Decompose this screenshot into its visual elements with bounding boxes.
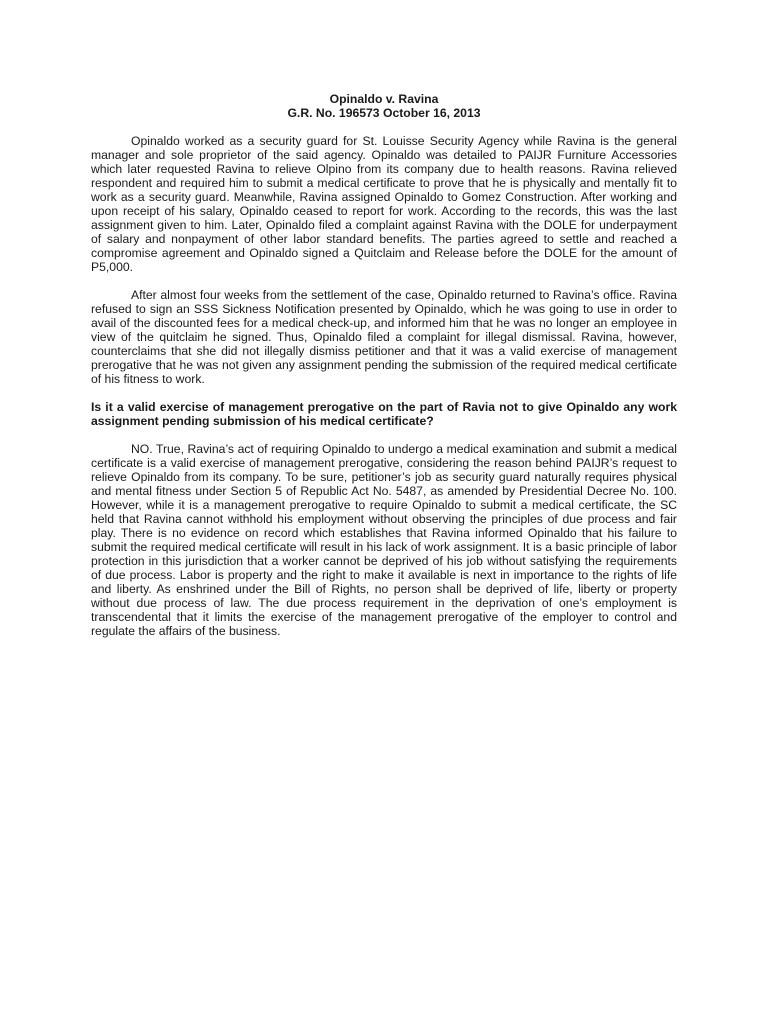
- document-page: [91, 92, 677, 652]
- title-block: [91, 92, 677, 120]
- facts-paragraph-2: After almost four weeks from the settlement of the case, Opinaldo returned to Ravina’s office. Ravina refused to sign an SSS Sickness Notification presented by Opinaldo, which he was going to use in order to avail of the discounted fees for a medical check-up, and informed him that he was no longer an employee in view of the quitclaim he signed. Thus, Opinaldo filed a complaint for illegal dismissal. Ravina, however, counterclaims that she did not illegally dismiss petitioner and that it was a valid exercise of management prerogative that he was not given any assignment pending the submission of the required medical certificate of his fitness to work.: [91, 288, 677, 386]
- case-title: Opinaldo v. Ravina: [329, 92, 439, 106]
- case-citation: G.R. No. 196573 October 16, 2013: [287, 106, 481, 120]
- facts-paragraph-1: Opinaldo worked as a security guard for St. Louisse Security Agency while Ravina is the general manager and sole proprietor of the said agency. Opinaldo was detailed to PAIJR Furniture Accessories which later requested Ravina to relieve Olpino from its company due to health reasons. Ravina relieved respondent and required him to submit a medical certificate to prove that he is physically and mentally fit to work as a security guard. Meanwhile, Ravina assigned Opinaldo to Gomez Construction. After working and upon receipt of his salary, Opinaldo ceased to report for work. According to the records, this was the last assignment given to him. Later, Opinaldo filed a complaint against Ravina with the DOLE for underpayment of salary and nonpayment of other labor standard benefits. The parties agreed to settle and reached a compromise agreement and Opinaldo signed a Quitclaim and Release before the DOLE for the amount of P5,000.: [91, 134, 677, 274]
- ruling-paragraph: NO. True, Ravina’s act of requiring Opinaldo to undergo a medical examination and submit a medical certificate is a valid exercise of management prerogative, considering the reason behind PAIJR’s request to relieve Opinaldo from its company. To be sure, petitioner’s job as security guard naturally requires physical and mental fitness under Section 5 of Republic Act No. 5487, as amended by Presidential Decree No. 100. However, while it is a management prerogative to require Opinaldo to submit a medical certificate, the SC held that Ravina cannot withhold his employment without observing the principles of due process and fair play. There is no evidence on record which establishes that Ravina informed Opinaldo that his failure to submit the required medical certificate will result in his lack of work assignment. It is a basic principle of labor protection in this jurisdiction that a worker cannot be deprived of his job without satisfying the requirements of due process. Labor is property and the right to make it available is next in importance to the rights of life and liberty. As enshrined under the Bill of Rights, no person shall be deprived of life, liberty or property without due process of law. The due process requirement in the deprivation of one’s employment is transcendental that it limits the exercise of the management prerogative of the employer to control and regulate the affairs of the business.: [91, 442, 677, 638]
- issue-question: Is it a valid exercise of management prerogative on the part of Ravia not to give Opinaldo any work assignment pending submission of his medical certificate?: [91, 400, 677, 428]
